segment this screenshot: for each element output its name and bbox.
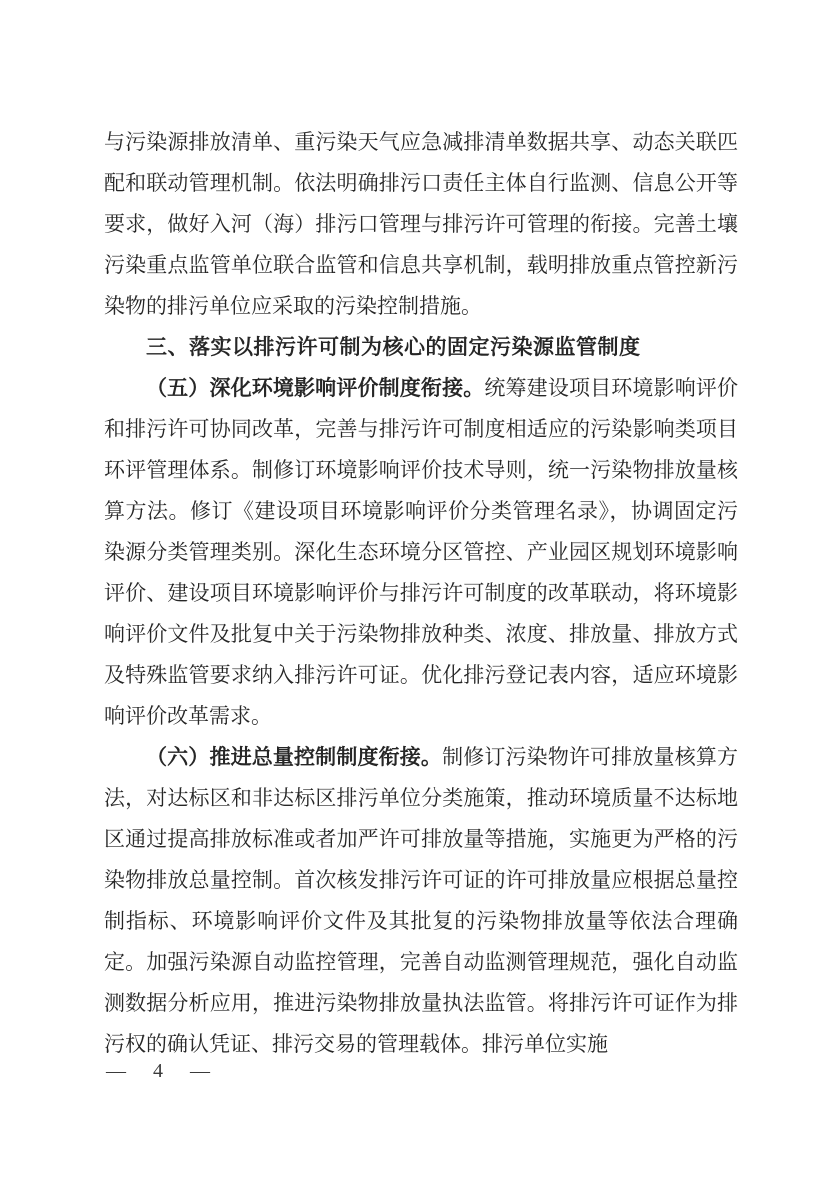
clause-paragraph-six: [104, 737, 738, 1065]
section-heading: 三、落实以排污许可制为核心的固定污染源监管制度: [146, 336, 641, 359]
paragraph-continuation: 与污染源排放清单、重污染天气应急减排清单数据共享、动态关联匹配和联动管理机制。依法明确排污口责任主体自行监测、信息公开等要求，做好入河（海）排污口管理与排污许可管理的衔接。完善土壤污染重点监管单位联合监管和信息共享机制，载明排放重点管控新污染物的排污单位应采取的污染控制措施。: [104, 130, 738, 318]
clause-six-body: 制修订污染物许可排放量核算方法，对达标区和非达标区排污单位分类施策，推动环境质量不达标地区通过提高排放标准或者加严许可排放量等措施，实施更为严格的污染物排放总量控制。首次核发排污许可证的许可排放量应根据总量控制指标、环境影响评价文件及其批复的污染物排放量等依法合理确定。加强污染源自动监控管理，完善自动监测管理规范，强化自动监测数据分析应用，推进污染物排放量执法监管。将排污许可证作为排污权的确认凭证、排污交易的管理载体。排污单位实施: [104, 745, 739, 1056]
page-number: — 4 —: [106, 1060, 216, 1082]
clause-six-lead: （六）推进总量控制制度衔接。: [146, 745, 443, 769]
clause-five-body: 统筹建设项目环境影响评价和排污许可协同改革，完善与排污许可制度相适应的污染影响类项目环评管理体系。制修订环境影响评价技术导则，统一污染物排放量核算方法。修订《建设项目环境影响评价分类管理名录》，协调固定污染源分类管理类别。深化生态环境分区管控、产业园区规划环境影响评价、建设项目环境影响评价与排污许可制度的改革联动，将环境影响评价文件及批复中关于污染物排放种类、浓度、排放量、排放方式及特殊监管要求纳入排污许可证。优化排污登记表内容，适应环境影响评价改革需求。: [104, 376, 739, 728]
document-content: [104, 122, 738, 1065]
clause-paragraph-five: [104, 368, 738, 737]
clause-five-lead: （五）深化环境影响评价制度衔接。: [146, 376, 485, 400]
